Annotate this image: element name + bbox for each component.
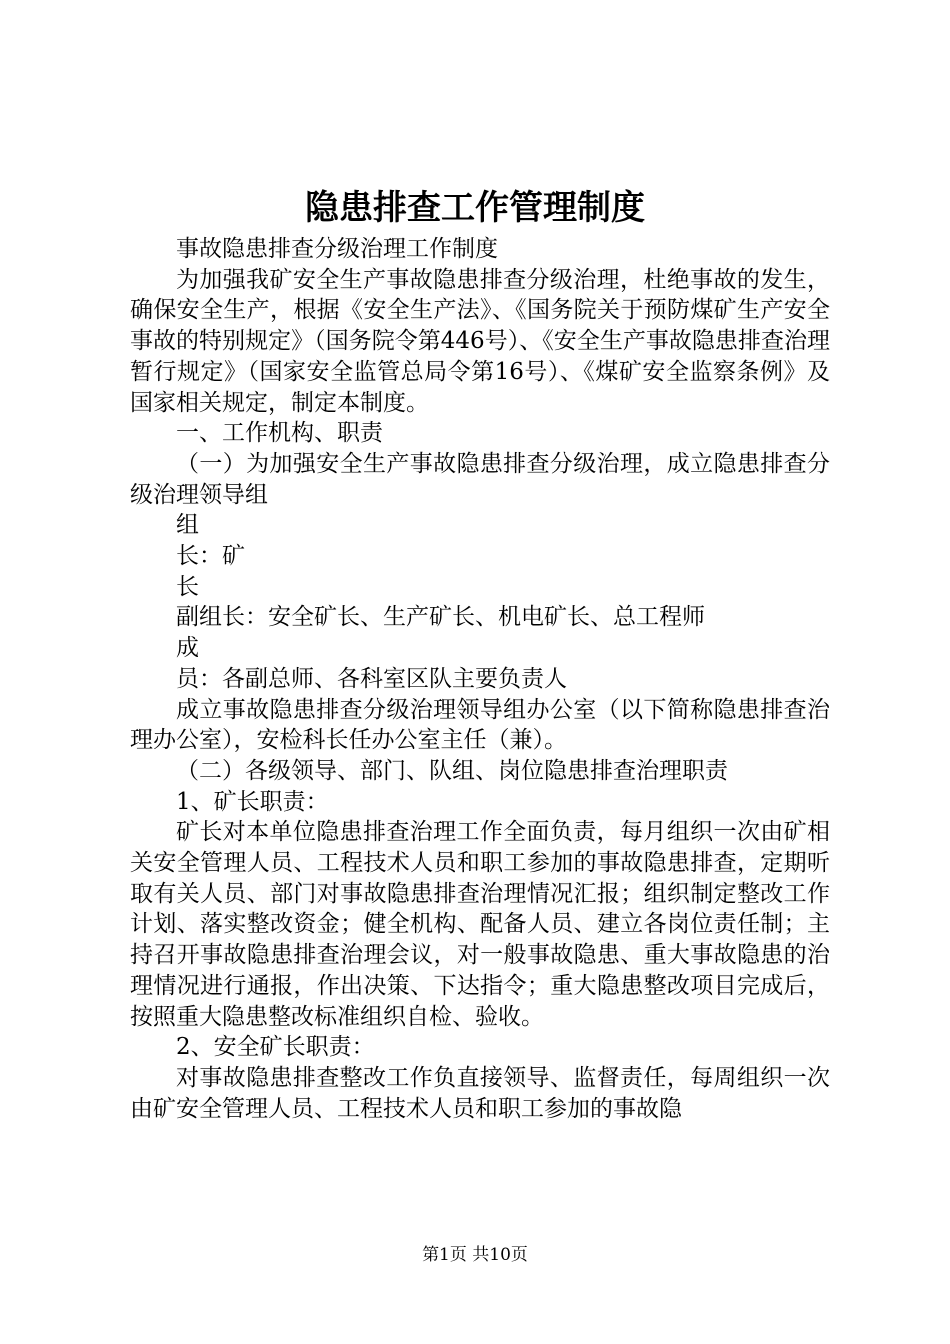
- paragraph-line: 副组长：安全矿长、生产矿长、机电矿长、总工程师: [176, 604, 705, 631]
- item-heading: 1、矿长职责：: [176, 788, 329, 815]
- paragraph-line: 员：各副总师、各科室区队主要负责人: [176, 665, 567, 692]
- paragraph-intro: 为加强我矿安全生产事故隐患排查分级治理，杜绝事故的发生，确保安全生产，根据《安全生产法》、《国务院关于预防煤矿生产安全事故的特别规定》（国务院令第446号）、《安全生产事故隐患排查治理暂行规定》（国家安全监管总局令第16号）、《煤矿安全监察条例》及国家相关规定，制定本制度。: [130, 266, 830, 416]
- subsection-heading: （二）各级领导、部门、队组、岗位隐患排查治理职责: [176, 757, 728, 784]
- section-heading: 一、工作机构、职责: [176, 420, 383, 447]
- paragraph-line: 组: [176, 512, 199, 539]
- paragraph-line: 长：矿: [176, 543, 245, 570]
- paragraph-safety-manager: 对事故隐患排查整改工作负直接领导、监督责任，每周组织一次由矿安全管理人员、工程技术人员和职工参加的事故隐: [130, 1064, 830, 1122]
- paragraph-line: 长: [176, 573, 199, 600]
- paragraph-mine-manager: 矿长对本单位隐患排查治理工作全面负责，每月组织一次由矿相关安全管理人员、工程技术人员和职工参加的事故隐患排查，定期听取有关人员、部门对事故隐患排查治理情况汇报；组织制定整改工作计划、落实整改资金；健全机构、配备人员、建立各岗位责任制；主持召开事故隐患排查治理会议，对一般事故隐患、重大事故隐患的治理情况进行通报，作出决策、下达指令；重大隐患整改项目完成后，按照重大隐患整改标准组织自检、验收。: [130, 819, 830, 1030]
- paragraph-office: 成立事故隐患排查分级治理领导组办公室（以下简称隐患排查治理办公室），安检科长任办公室主任（兼）。: [130, 696, 830, 754]
- page-indicator: 第1页 共10页: [422, 1245, 528, 1265]
- document-body: [130, 234, 830, 1124]
- subsection-heading: （一）为加强安全生产事故隐患排查分级治理，成立隐患排查分级治理领导组: [130, 450, 830, 508]
- paragraph-subtitle: 事故隐患排查分级治理工作制度: [176, 236, 498, 262]
- item-heading: 2、安全矿长职责：: [176, 1034, 375, 1061]
- page-title: 隐患排查工作管理制度: [305, 188, 645, 228]
- paragraph-line: 成: [176, 635, 199, 662]
